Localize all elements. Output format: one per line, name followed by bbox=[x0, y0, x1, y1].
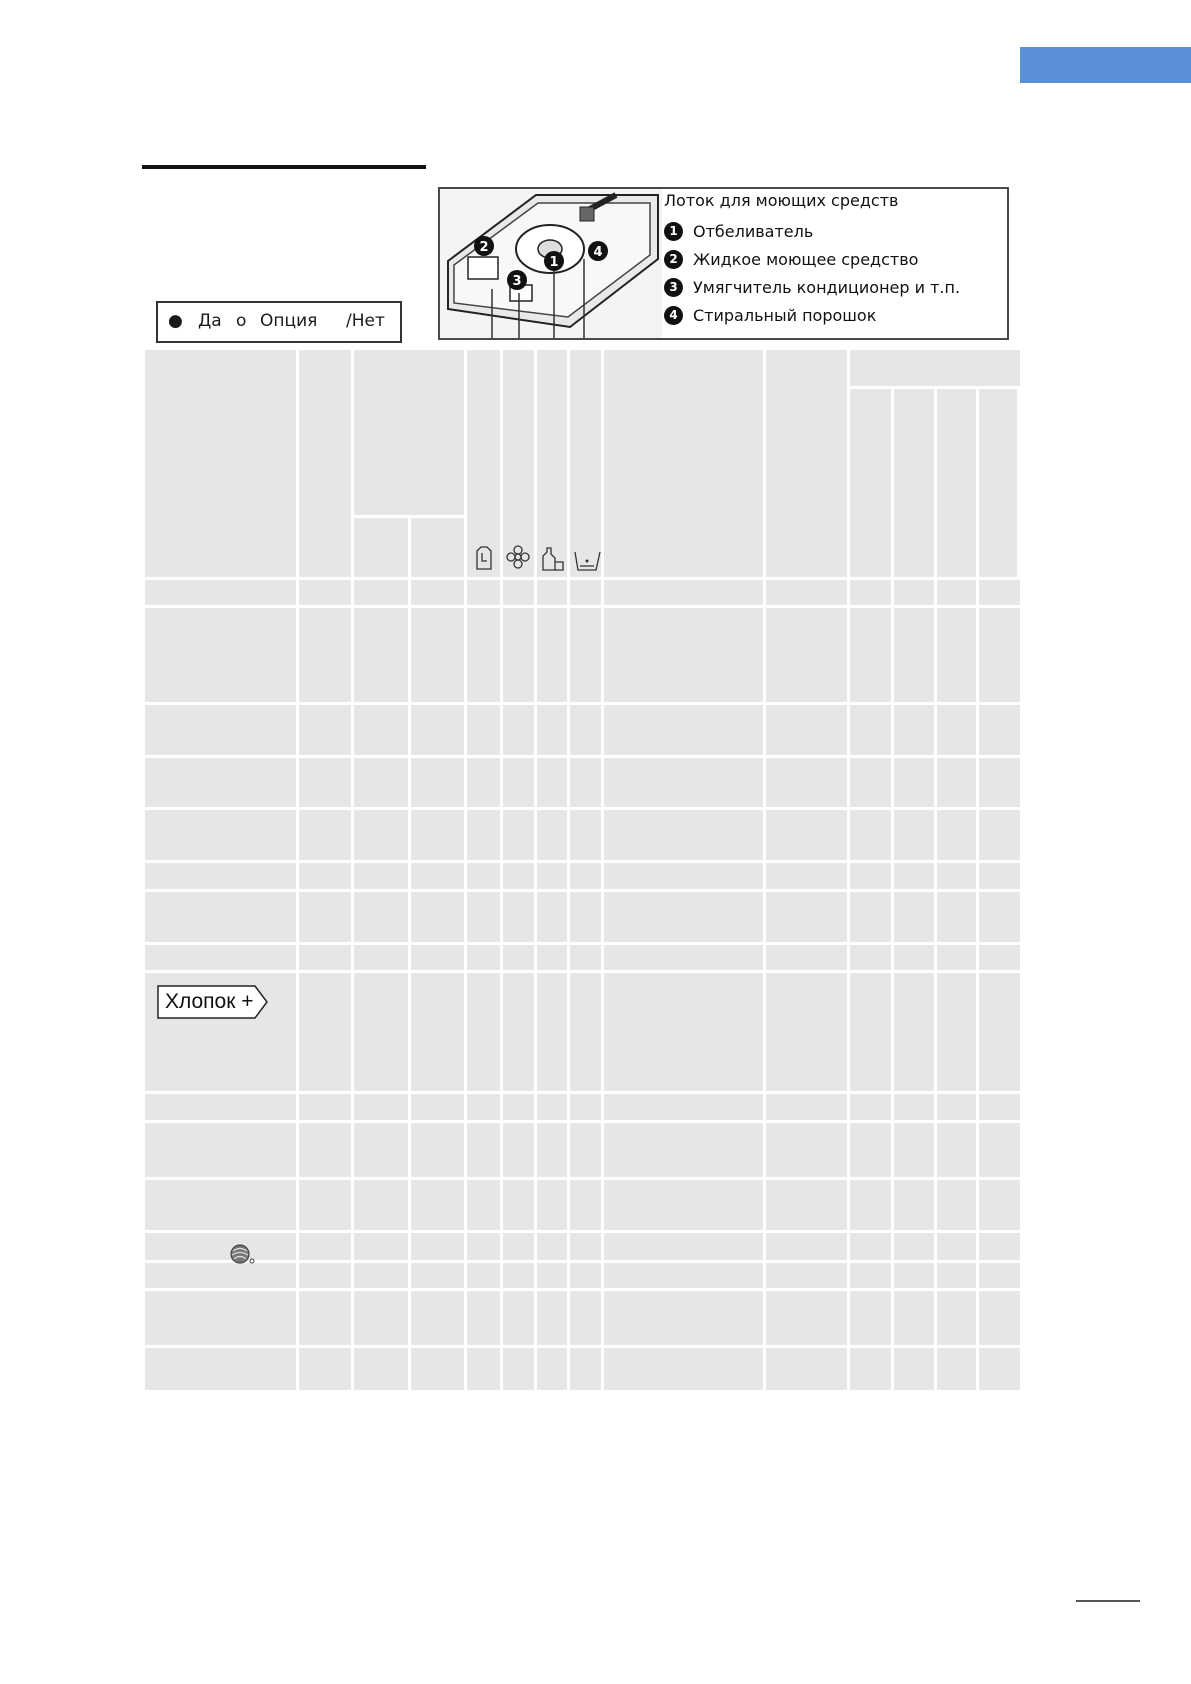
table-cell bbox=[145, 1180, 296, 1230]
table-cell bbox=[979, 892, 1020, 942]
table-cell bbox=[467, 705, 500, 755]
tray-item-powder bbox=[664, 305, 876, 327]
table-cell bbox=[299, 863, 351, 889]
table-cell bbox=[979, 1123, 1020, 1177]
table-cell bbox=[937, 1094, 976, 1120]
detergent-tray-title: Лоток для моющих средств bbox=[664, 191, 899, 210]
table-cell bbox=[850, 705, 891, 755]
table-cell bbox=[411, 705, 464, 755]
tray-item-number: 1 bbox=[664, 222, 683, 241]
table-cell bbox=[537, 1094, 567, 1120]
table-cell bbox=[299, 1291, 351, 1345]
table-cell bbox=[894, 1263, 934, 1288]
table-cell bbox=[570, 1233, 601, 1260]
table-cell bbox=[604, 580, 763, 605]
table-cell bbox=[411, 810, 464, 860]
table-cell bbox=[894, 1291, 934, 1345]
table-cell bbox=[766, 1094, 847, 1120]
table-cell bbox=[299, 1233, 351, 1260]
table-cell bbox=[766, 810, 847, 860]
table-cell bbox=[850, 863, 891, 889]
table-cell bbox=[537, 1291, 567, 1345]
table-cell bbox=[354, 863, 408, 889]
table-cell bbox=[937, 892, 976, 942]
table-cell bbox=[850, 580, 891, 605]
table-cell bbox=[850, 810, 891, 860]
table-cell bbox=[145, 945, 296, 970]
table-cell bbox=[354, 705, 408, 755]
table-cell bbox=[299, 705, 351, 755]
table-cell bbox=[894, 1348, 934, 1390]
table-cell bbox=[411, 580, 464, 605]
table-cell bbox=[299, 1263, 351, 1288]
table-cell bbox=[537, 758, 567, 807]
table-cell bbox=[979, 1291, 1020, 1345]
table-cell bbox=[766, 1180, 847, 1230]
table-cell bbox=[145, 1348, 296, 1390]
table-cell bbox=[604, 810, 763, 860]
program-table bbox=[145, 350, 1020, 1393]
table-cell bbox=[145, 1094, 296, 1120]
table-cell bbox=[766, 1123, 847, 1177]
table-cell bbox=[145, 1233, 296, 1260]
legend-option-symbol: o bbox=[236, 311, 247, 331]
table-cell bbox=[604, 608, 763, 702]
table-cell bbox=[467, 1180, 500, 1230]
table-cell bbox=[354, 1348, 408, 1390]
table-cell bbox=[467, 1348, 500, 1390]
svg-text:2: 2 bbox=[479, 240, 489, 255]
table-cell bbox=[537, 608, 567, 702]
table-cell bbox=[411, 1348, 464, 1390]
table-cell bbox=[411, 1233, 464, 1260]
header-subcell bbox=[850, 389, 891, 577]
table-cell bbox=[354, 1233, 408, 1260]
table-cell bbox=[979, 1348, 1020, 1390]
table-cell bbox=[537, 1348, 567, 1390]
table-cell bbox=[537, 580, 567, 605]
table-cell bbox=[766, 945, 847, 970]
tray-item-number: 4 bbox=[664, 306, 683, 325]
table-cell bbox=[850, 945, 891, 970]
table-cell bbox=[145, 892, 296, 942]
table-cell bbox=[979, 863, 1020, 889]
table-cell bbox=[894, 810, 934, 860]
table-cell bbox=[604, 1233, 763, 1260]
detergent-tray-panel bbox=[438, 187, 1009, 340]
tray-item-softener bbox=[664, 277, 960, 299]
table-cell bbox=[503, 758, 534, 807]
table-cell bbox=[467, 758, 500, 807]
table-cell bbox=[850, 1233, 891, 1260]
section-tab-marker bbox=[1020, 47, 1191, 83]
table-cell bbox=[604, 1123, 763, 1177]
table-cell bbox=[411, 1291, 464, 1345]
table-cell bbox=[503, 1348, 534, 1390]
table-cell bbox=[570, 608, 601, 702]
table-cell bbox=[503, 973, 534, 1091]
table-cell bbox=[570, 1291, 601, 1345]
table-cell bbox=[537, 1123, 567, 1177]
table-cell bbox=[467, 1123, 500, 1177]
table-cell bbox=[850, 973, 891, 1091]
header-cell bbox=[766, 350, 847, 577]
table-cell bbox=[467, 973, 500, 1091]
table-cell bbox=[503, 580, 534, 605]
table-cell bbox=[937, 1263, 976, 1288]
table-cell bbox=[299, 608, 351, 702]
table-cell bbox=[604, 758, 763, 807]
table-cell bbox=[604, 1094, 763, 1120]
table-cell bbox=[467, 863, 500, 889]
table-cell bbox=[299, 1094, 351, 1120]
table-cell bbox=[937, 1233, 976, 1260]
table-cell bbox=[354, 758, 408, 807]
table-cell bbox=[937, 945, 976, 970]
legend-option-label: Опция bbox=[260, 311, 318, 331]
table-cell bbox=[766, 892, 847, 942]
table-cell bbox=[850, 1123, 891, 1177]
header-cell-detergent bbox=[570, 350, 601, 577]
table-cell bbox=[979, 1263, 1020, 1288]
table-cell bbox=[570, 758, 601, 807]
table-cell bbox=[503, 1094, 534, 1120]
table-cell bbox=[467, 810, 500, 860]
table-cell bbox=[570, 945, 601, 970]
table-cell bbox=[411, 1180, 464, 1230]
tray-item-label: Жидкое моющее средство bbox=[693, 250, 919, 269]
table-cell bbox=[850, 1094, 891, 1120]
table-cell bbox=[604, 1180, 763, 1230]
tray-item-label: Умягчитель кондиционер и т.п. bbox=[693, 278, 961, 297]
table-cell bbox=[894, 892, 934, 942]
table-cell bbox=[766, 973, 847, 1091]
table-cell bbox=[299, 973, 351, 1091]
header-cell-detergent bbox=[537, 350, 567, 577]
table-cell bbox=[537, 810, 567, 860]
header-cell-program bbox=[145, 350, 296, 577]
table-cell bbox=[604, 705, 763, 755]
tray-item-bleach bbox=[664, 221, 813, 243]
header-subcell bbox=[937, 389, 976, 577]
table-cell bbox=[354, 945, 408, 970]
table-cell bbox=[354, 973, 408, 1091]
table-cell bbox=[467, 1233, 500, 1260]
table-cell bbox=[570, 1180, 601, 1230]
section-title-underline bbox=[142, 165, 426, 169]
table-cell bbox=[604, 945, 763, 970]
legend-yes-label: Да bbox=[198, 311, 222, 331]
table-cell bbox=[937, 758, 976, 807]
table-cell bbox=[766, 580, 847, 605]
table-cell bbox=[537, 1263, 567, 1288]
table-cell bbox=[537, 1180, 567, 1230]
table-cell bbox=[979, 580, 1020, 605]
table-cell bbox=[979, 1233, 1020, 1260]
table-cell bbox=[503, 1123, 534, 1177]
tray-item-number: 2 bbox=[664, 250, 683, 269]
table-cell bbox=[411, 1263, 464, 1288]
table-cell bbox=[894, 1233, 934, 1260]
table-cell bbox=[299, 945, 351, 970]
table-cell bbox=[894, 1123, 934, 1177]
table-cell bbox=[766, 1291, 847, 1345]
table-cell bbox=[354, 1291, 408, 1345]
header-subcell bbox=[354, 518, 408, 577]
table-cell bbox=[766, 758, 847, 807]
table-cell bbox=[766, 608, 847, 702]
table-cell bbox=[850, 1348, 891, 1390]
table-cell bbox=[979, 608, 1020, 702]
table-cell bbox=[979, 973, 1020, 1091]
table-cell bbox=[299, 1348, 351, 1390]
table-cell bbox=[570, 892, 601, 942]
table-cell bbox=[145, 758, 296, 807]
table-cell bbox=[503, 1233, 534, 1260]
page-number-rule bbox=[1076, 1600, 1140, 1602]
header-cell-merged bbox=[354, 350, 464, 515]
table-cell bbox=[411, 608, 464, 702]
table-cell bbox=[411, 945, 464, 970]
table-cell bbox=[503, 863, 534, 889]
table-cell bbox=[894, 1180, 934, 1230]
table-cell bbox=[937, 1123, 976, 1177]
table-cell bbox=[604, 892, 763, 942]
header-cell-detergent bbox=[503, 350, 534, 577]
table-cell bbox=[604, 1291, 763, 1345]
table-cell bbox=[537, 705, 567, 755]
table-cell bbox=[850, 1291, 891, 1345]
table-cell bbox=[354, 810, 408, 860]
table-cell bbox=[411, 758, 464, 807]
tray-item-label: Стиральный порошок bbox=[693, 306, 877, 325]
table-cell bbox=[604, 1263, 763, 1288]
table-cell bbox=[354, 1263, 408, 1288]
table-cell bbox=[503, 1291, 534, 1345]
symbol-legend bbox=[156, 301, 402, 343]
table-cell bbox=[570, 1123, 601, 1177]
table-cell bbox=[537, 892, 567, 942]
table-cell bbox=[570, 863, 601, 889]
table-cell bbox=[299, 1123, 351, 1177]
detergent-tray-illustration bbox=[440, 189, 662, 338]
table-cell bbox=[145, 580, 296, 605]
header-cell bbox=[299, 350, 351, 577]
table-cell bbox=[503, 608, 534, 702]
table-cell bbox=[411, 892, 464, 942]
table-cell bbox=[145, 810, 296, 860]
table-cell bbox=[937, 580, 976, 605]
table-cell bbox=[894, 580, 934, 605]
table-cell bbox=[979, 758, 1020, 807]
table-cell bbox=[937, 973, 976, 1091]
svg-text:4: 4 bbox=[593, 245, 603, 260]
table-cell bbox=[979, 1094, 1020, 1120]
table-cell bbox=[570, 705, 601, 755]
table-cell bbox=[894, 705, 934, 755]
legend-no-label: /Нет bbox=[346, 311, 385, 331]
table-cell bbox=[145, 608, 296, 702]
table-cell bbox=[537, 973, 567, 1091]
table-cell bbox=[850, 1180, 891, 1230]
table-cell bbox=[299, 758, 351, 807]
table-cell bbox=[467, 580, 500, 605]
table-cell bbox=[979, 1180, 1020, 1230]
table-cell bbox=[299, 892, 351, 942]
table-cell bbox=[145, 1291, 296, 1345]
table-cell bbox=[937, 705, 976, 755]
program-table-grid bbox=[145, 350, 1020, 1393]
legend-yes-symbol: ● bbox=[168, 311, 183, 331]
table-cell bbox=[411, 1123, 464, 1177]
table-cell bbox=[850, 758, 891, 807]
header-subcell bbox=[979, 389, 1017, 577]
table-cell bbox=[766, 1233, 847, 1260]
svg-text:3: 3 bbox=[512, 274, 522, 289]
header-cell-detergent bbox=[467, 350, 500, 577]
tray-item-liquid-detergent bbox=[664, 249, 918, 271]
table-cell bbox=[570, 1094, 601, 1120]
header-subcell bbox=[894, 389, 934, 577]
table-cell bbox=[145, 705, 296, 755]
header-subcell bbox=[411, 518, 464, 577]
table-cell bbox=[467, 1291, 500, 1345]
tray-item-number: 3 bbox=[664, 278, 683, 297]
table-cell bbox=[766, 705, 847, 755]
table-cell bbox=[145, 1263, 296, 1288]
table-cell bbox=[467, 1094, 500, 1120]
table-cell bbox=[145, 863, 296, 889]
table-cell bbox=[354, 580, 408, 605]
table-cell bbox=[411, 1094, 464, 1120]
table-cell bbox=[537, 863, 567, 889]
table-cell bbox=[354, 608, 408, 702]
table-cell bbox=[411, 973, 464, 1091]
table-cell bbox=[604, 973, 763, 1091]
table-cell bbox=[570, 973, 601, 1091]
table-cell bbox=[503, 705, 534, 755]
table-cell bbox=[937, 608, 976, 702]
table-cell bbox=[937, 810, 976, 860]
table-cell bbox=[503, 892, 534, 942]
table-cell bbox=[937, 863, 976, 889]
table-cell bbox=[850, 1263, 891, 1288]
table-cell bbox=[850, 892, 891, 942]
table-cell bbox=[894, 973, 934, 1091]
table-cell bbox=[354, 892, 408, 942]
table-cell bbox=[570, 1348, 601, 1390]
table-cell bbox=[979, 705, 1020, 755]
table-cell bbox=[604, 863, 763, 889]
table-cell bbox=[937, 1291, 976, 1345]
table-cell bbox=[894, 1094, 934, 1120]
table-cell bbox=[570, 1263, 601, 1288]
table-cell bbox=[537, 1233, 567, 1260]
table-cell bbox=[467, 945, 500, 970]
table-cell bbox=[604, 1348, 763, 1390]
table-cell bbox=[467, 608, 500, 702]
table-cell bbox=[411, 863, 464, 889]
table-cell bbox=[979, 945, 1020, 970]
tray-item-label: Отбеливатель bbox=[693, 222, 814, 241]
table-cell bbox=[537, 945, 567, 970]
table-cell bbox=[570, 810, 601, 860]
table-cell bbox=[467, 892, 500, 942]
table-cell bbox=[979, 810, 1020, 860]
cotton-plus-text: Хлопок + bbox=[165, 990, 254, 1013]
table-cell bbox=[503, 810, 534, 860]
table-cell bbox=[766, 863, 847, 889]
header-cell bbox=[604, 350, 763, 577]
table-cell bbox=[299, 1180, 351, 1230]
table-cell bbox=[299, 580, 351, 605]
table-cell bbox=[354, 1180, 408, 1230]
header-cell-merged bbox=[850, 350, 1020, 386]
table-cell bbox=[467, 1263, 500, 1288]
table-cell bbox=[354, 1094, 408, 1120]
svg-text:1: 1 bbox=[549, 255, 559, 270]
table-cell bbox=[503, 1263, 534, 1288]
table-cell bbox=[766, 1348, 847, 1390]
table-cell bbox=[894, 758, 934, 807]
table-cell bbox=[937, 1348, 976, 1390]
table-cell bbox=[299, 810, 351, 860]
table-cell bbox=[894, 608, 934, 702]
table-cell bbox=[354, 1123, 408, 1177]
table-cell bbox=[570, 580, 601, 605]
table-cell bbox=[503, 1180, 534, 1230]
table-cell bbox=[766, 1263, 847, 1288]
table-cell bbox=[894, 863, 934, 889]
table-cell bbox=[937, 1180, 976, 1230]
table-cell bbox=[894, 945, 934, 970]
table-cell bbox=[503, 945, 534, 970]
table-cell bbox=[145, 1123, 296, 1177]
table-cell bbox=[850, 608, 891, 702]
